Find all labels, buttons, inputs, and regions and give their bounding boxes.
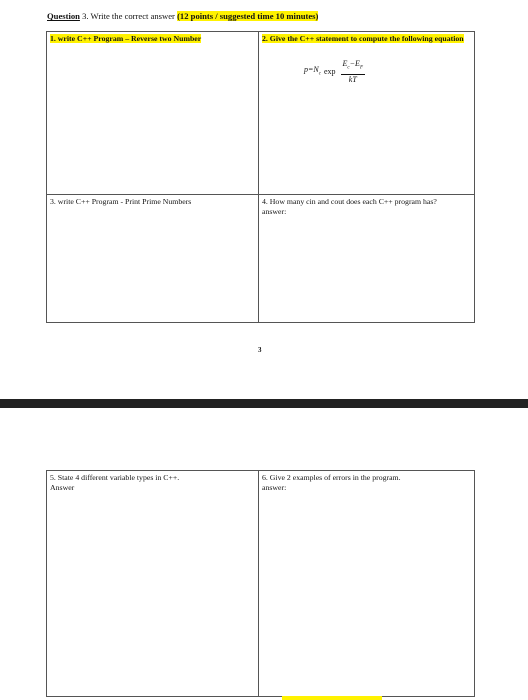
question-number: 3. [82,11,89,21]
equation [304,59,471,85]
cell-question-6 [259,471,475,697]
page-number: 3 [258,346,262,354]
question-1-text: 1. write C++ Program – Reverse two Number [50,34,202,43]
question-5-text: 5. State 4 different variable types in C++. [50,473,180,482]
cell-question-4 [259,195,475,323]
question-6-text: 6. Give 2 examples of errors in the program. [262,473,401,482]
question-4-text: 4. How many cin and cout does each C++ program has? [262,197,437,206]
question-6-answer-label: answer: [262,483,287,492]
question-4-answer-label: answer: [262,207,287,216]
question-5-answer-label: Answer [50,483,75,492]
equation-fraction [341,59,365,85]
question-label: Question [47,11,80,21]
question-instruction: Write the correct answer [88,11,178,21]
question-2-text: 2. Give the C++ statement to compute the following equation [262,34,464,43]
answer-grid-upper [46,31,475,323]
highlight-fragment [282,696,382,700]
equation-func: exp [323,66,336,76]
equation-denominator: kT [348,74,357,84]
cell-question-1 [47,32,259,195]
page-divider [0,399,528,408]
question-3-text: 3. write C++ Program - Print Prime Numbers [50,197,192,206]
points-note: (12 points / suggested time 10 minutes) [177,11,319,21]
cell-question-3 [47,195,259,323]
answer-grid-lower [46,470,475,697]
cell-question-2 [259,32,475,195]
equation-lhs: $p=N_c$ [304,64,321,77]
question-header [47,11,318,21]
equation-numerator: $E_c-E_F$ [341,59,365,75]
cell-question-5 [47,471,259,697]
